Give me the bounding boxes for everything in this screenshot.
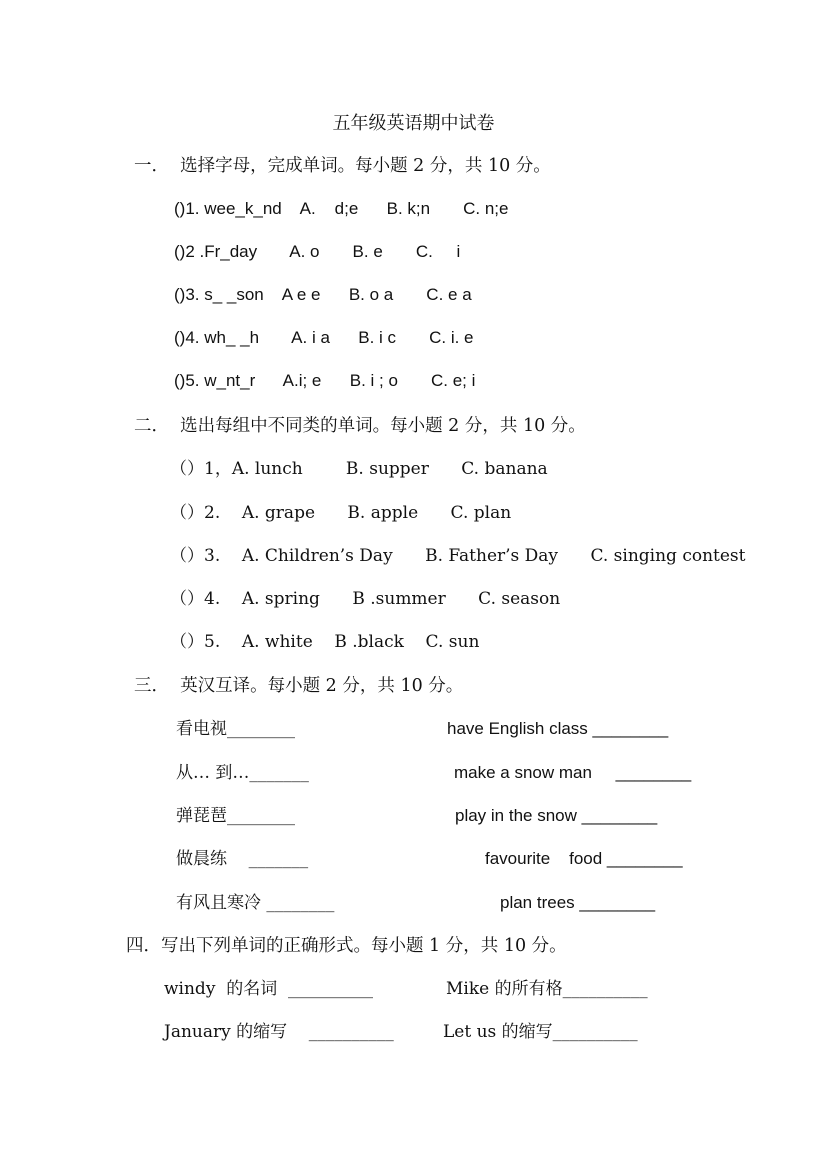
word-form-item: windy 的名词 __________ [164,979,374,999]
word-form-item: January 的缩写 __________ [164,1022,394,1042]
translation-item-en: plan trees ________ [500,893,656,912]
translation-item-cn: 做晨练 _______ [176,849,309,869]
section-1-item: ()4. wh_ _h A. i a B. i c C. i. e [174,328,474,347]
section-1-heading: 一． 选择字母，完成单词。每小题 2 分，共 10 分。 [134,156,551,176]
translation-item-cn: 从… 到…_______ [176,763,309,783]
section-2-heading: 二． 选出每组中不同类的单词。每小题 2 分，共 10 分。 [134,416,586,436]
section-2-item: （）2. A. grape B. apple C. plan [170,503,512,523]
section-1-item: ()3. s_ _son A e e B. o a C. e a [174,285,472,304]
word-form-item: Mike 的所有格__________ [446,979,648,999]
word-form-item: Let us 的缩写__________ [443,1022,638,1042]
section-2-item: （）5. A. white B .black C. sun [170,632,480,652]
section-1-item: ()1. wee_k_nd A. d;e B. k;n C. n;e [174,199,509,218]
translation-item-cn: 弹琵琶________ [176,806,295,826]
section-4-heading: 四．写出下列单词的正确形式。每小题 1 分，共 10 分。 [126,936,567,956]
translation-item-en: have English class ________ [447,719,669,738]
section-3-heading: 三． 英汉互译。每小题 2 分，共 10 分。 [134,676,464,696]
section-1-item: ()5. w_nt_r A.i; e B. i ; o C. e; i [174,371,476,390]
page-title: 五年级英语期中试卷 [332,113,495,134]
section-2-item: （）4. A. spring B .summer C. season [170,589,561,609]
translation-item-en: play in the snow ________ [455,806,658,825]
section-1-item: ()2 .Fr_day A. o B. e C. i [174,242,461,261]
translation-item-en: make a snow man ________ [454,763,692,782]
translation-item-cn: 有风且寒冷 ________ [176,893,335,913]
translation-item-cn: 看电视________ [176,719,295,739]
section-2-item: （）1，A. lunch B. supper C. banana [170,459,548,479]
section-2-item: （）3. A. Children’s Day B. Father’s Day C. singing contest [170,546,746,566]
translation-item-en: favourite food ________ [485,849,683,868]
